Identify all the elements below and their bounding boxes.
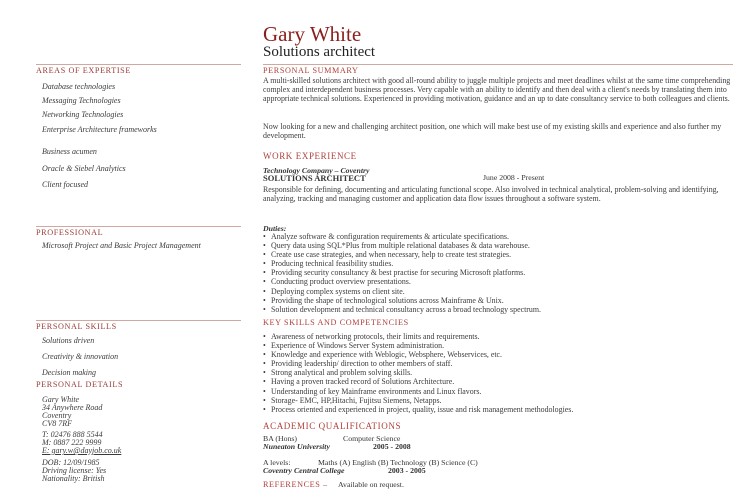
list-item: • Awareness of networking protocols, their limits and requirements. — [263, 332, 733, 341]
skill-item: Solutions driven — [42, 336, 95, 345]
expertise-item: Messaging Technologies — [42, 96, 121, 105]
detail-line: Nationality: British — [42, 474, 105, 483]
divider — [36, 226, 241, 227]
degree: BA (Hons) — [263, 434, 298, 443]
duties-list — [263, 232, 733, 314]
expertise-item: Client focused — [42, 180, 88, 189]
summary-heading: PERSONAL SUMMARY — [263, 66, 359, 75]
divider — [36, 64, 241, 65]
list-item: • Deploying complex systems on client site. — [263, 287, 733, 296]
detail-line: Coventry — [42, 411, 72, 420]
detail-line: CV8 7RF — [42, 419, 72, 428]
summary-paragraph-2: Now looking for a new and challenging architect position, one which will make best use of my existing skills and experience and also further my development. — [263, 122, 722, 141]
skill-item: Decision making — [42, 368, 96, 377]
university-years: 2005 - 2008 — [373, 442, 411, 451]
list-item: • Query data using SQL*Plus from multiple relational databases & data warehouse. — [263, 241, 733, 250]
detail-line: DOB: 12/09/1985 — [42, 458, 100, 467]
sidebar — [36, 0, 241, 500]
expertise-heading: AREAS OF EXPERTISE — [36, 66, 131, 75]
expertise-item: Oracle & Siebel Analytics — [42, 164, 126, 173]
email-link[interactable]: E: gary.w@dayjob.co.uk — [42, 446, 122, 455]
professional-item: Microsoft Project and Basic Project Management — [42, 241, 201, 250]
company: Technology Company – Coventry — [263, 166, 370, 175]
role: SOLUTIONS ARCHITECT — [263, 173, 366, 183]
detail-line: Driving license: Yes — [42, 466, 107, 475]
detail-line: 34 Anywhere Road — [42, 403, 103, 412]
list-item: • Having a proven tracked record of Solutions Architecture. — [263, 377, 733, 386]
divider — [36, 320, 241, 321]
alevel-subjects: Maths (A) English (B) Technology (B) Science (C) — [318, 458, 478, 467]
candidate-name: Gary White — [263, 22, 362, 46]
dates: June 2008 - Present — [483, 173, 545, 182]
detail-line: T: 02476 888 5544 — [42, 430, 103, 439]
college: Coventry Central College — [263, 466, 345, 475]
personal-details-heading: PERSONAL DETAILS — [36, 380, 124, 389]
college-years: 2003 - 2005 — [388, 466, 426, 475]
expertise-item: Business acumen — [42, 147, 97, 156]
skill-item: Creativity & innovation — [42, 352, 119, 361]
experience-description: Responsible for defining, documenting and articulating functional scope. Also involved in technical analytical, problem-solving and identifying, analyzing, tracking and managing customer and application data flow issues throughout a software system. — [263, 185, 719, 204]
list-item: • Understanding of key Mainframe environments and Linux flavors. — [263, 387, 733, 396]
list-item: • Solution development and technical consultancy across a broad technology spectrum. — [263, 305, 733, 314]
references-heading: REFERENCES – — [263, 480, 328, 489]
detail-line: M: 0887 222 9999 — [42, 438, 102, 447]
qualifications-heading: ACADEMIC QUALIFICATIONS — [263, 421, 402, 431]
list-item: • Analyze software & configuration requirements & articulate specifications. — [263, 232, 733, 241]
summary-paragraph: A multi-skilled solutions architect with good all-round ability to juggle multiple projects and meet deadlines whilst at the same time comprehending complex and interdependent business processes. Very capable with an ability to identify and then deal with a client's needs by translating them into appropriate technical solutions. Experienced in providing motivation, guidance and an up to date consultancy service to both colleagues and clients. — [263, 76, 731, 104]
references-text: Available on request. — [338, 480, 404, 489]
expertise-item: Database technologies — [42, 82, 116, 91]
list-item: • Providing leadership/ direction to other members of staff. — [263, 359, 733, 368]
skills-list — [263, 332, 733, 414]
job-title: Solutions architect — [263, 44, 376, 60]
list-item: • Providing security consultancy & best practise for securing Microsoft platforms. — [263, 268, 733, 277]
main-content — [263, 0, 733, 500]
professional-heading: PROFESSIONAL — [36, 228, 104, 237]
list-item: • Create use case strategies, and when necessary, help to create test strategies. — [263, 250, 733, 259]
list-item: • Conducting product overview presentations. — [263, 277, 733, 286]
degree-subject: Computer Science — [343, 434, 401, 443]
detail-line: Gary White — [42, 395, 80, 404]
divider — [263, 64, 733, 65]
alevels-label: A levels: — [263, 458, 291, 467]
list-item: • Process oriented and experienced in project, quality, issue and risk management methodologies. — [263, 405, 733, 414]
list-item: • Producing technical feasibility studies. — [263, 259, 733, 268]
personal-skills-heading: PERSONAL SKILLS — [36, 322, 117, 331]
list-item: • Experience of Windows Server System administration. — [263, 341, 733, 350]
experience-heading: WORK EXPERIENCE — [263, 151, 357, 161]
list-item: • Storage- EMC, HP,Hitachi, Fujitsu Siemens, Netapps. — [263, 396, 733, 405]
expertise-item: Networking Technologies — [42, 110, 124, 119]
university: Nuneaton University — [263, 442, 330, 451]
expertise-item: Enterprise Architecture frameworks — [42, 125, 157, 134]
duties-label: Duties: — [263, 224, 287, 233]
skills-heading: KEY SKILLS AND COMPETENCIES — [263, 318, 409, 327]
list-item: • Knowledge and experience with Weblogic, Websphere, Webservices, etc. — [263, 350, 733, 359]
list-item: • Strong analytical and problem solving skills. — [263, 368, 733, 377]
list-item: • Providing the shape of technological solutions across Mainframe & Unix. — [263, 296, 733, 305]
